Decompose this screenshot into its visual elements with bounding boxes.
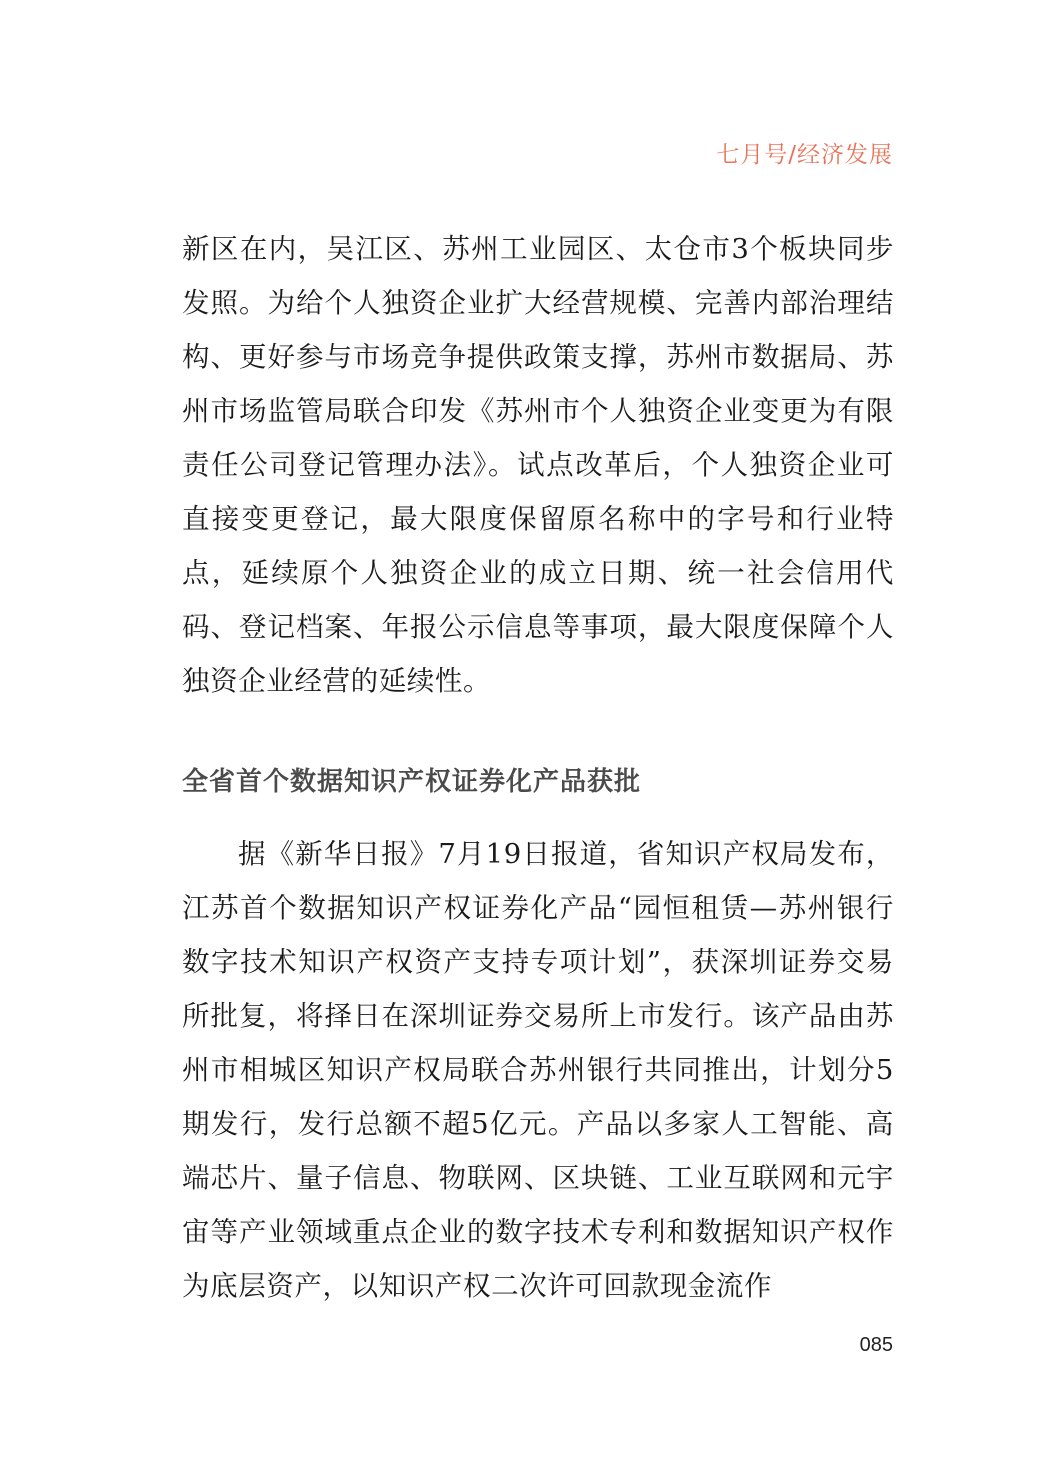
section-heading: 全省首个数据知识产权证券化产品获批 <box>182 767 642 797</box>
article-paragraph: 据《新华日报》7月19日报道，省知识产权局发布，江苏首个数据知识产权证券化产品“园恒租赁—苏州银行数字技术知识产权资产支持专项计划”，获深圳证券交易所批复，将择日在深圳证券交易所上市发行。该产品由苏州市相城区知识产权局联合苏州银行共同推出，计划分5期发行，发行总额不超5亿元。产品以多家人工智能、高端芯片、量子信息、物联网、区块链、工业互联网和元宇宙等产业领域重点企业的数字技术专利和数据知识产权作为底层资产，以知识产权二次许可回款现金流作 <box>182 838 894 1302</box>
page-number: 085 <box>859 1334 893 1356</box>
article-paragraph: 新区在内，吴江区、苏州工业园区、太仓市3个板块同步发照。为给个人独资企业扩大经营规模、完善内部治理结构、更好参与市场竞争提供政策支撑，苏州市数据局、苏州市场监管局联合印发《苏州市个人独资企业变更为有限责任公司登记管理办法》。试点改革后，个人独资企业可直接变更登记，最大限度保留原名称中的字号和行业特点，延续原个人独资企业的成立日期、统一社会信用代码、登记档案、年报公示信息等事项，最大限度保障个人独资企业经营的延续性。 <box>182 233 894 697</box>
article-body <box>182 222 894 1313</box>
running-header: 七月号/经济发展 <box>716 142 893 168</box>
